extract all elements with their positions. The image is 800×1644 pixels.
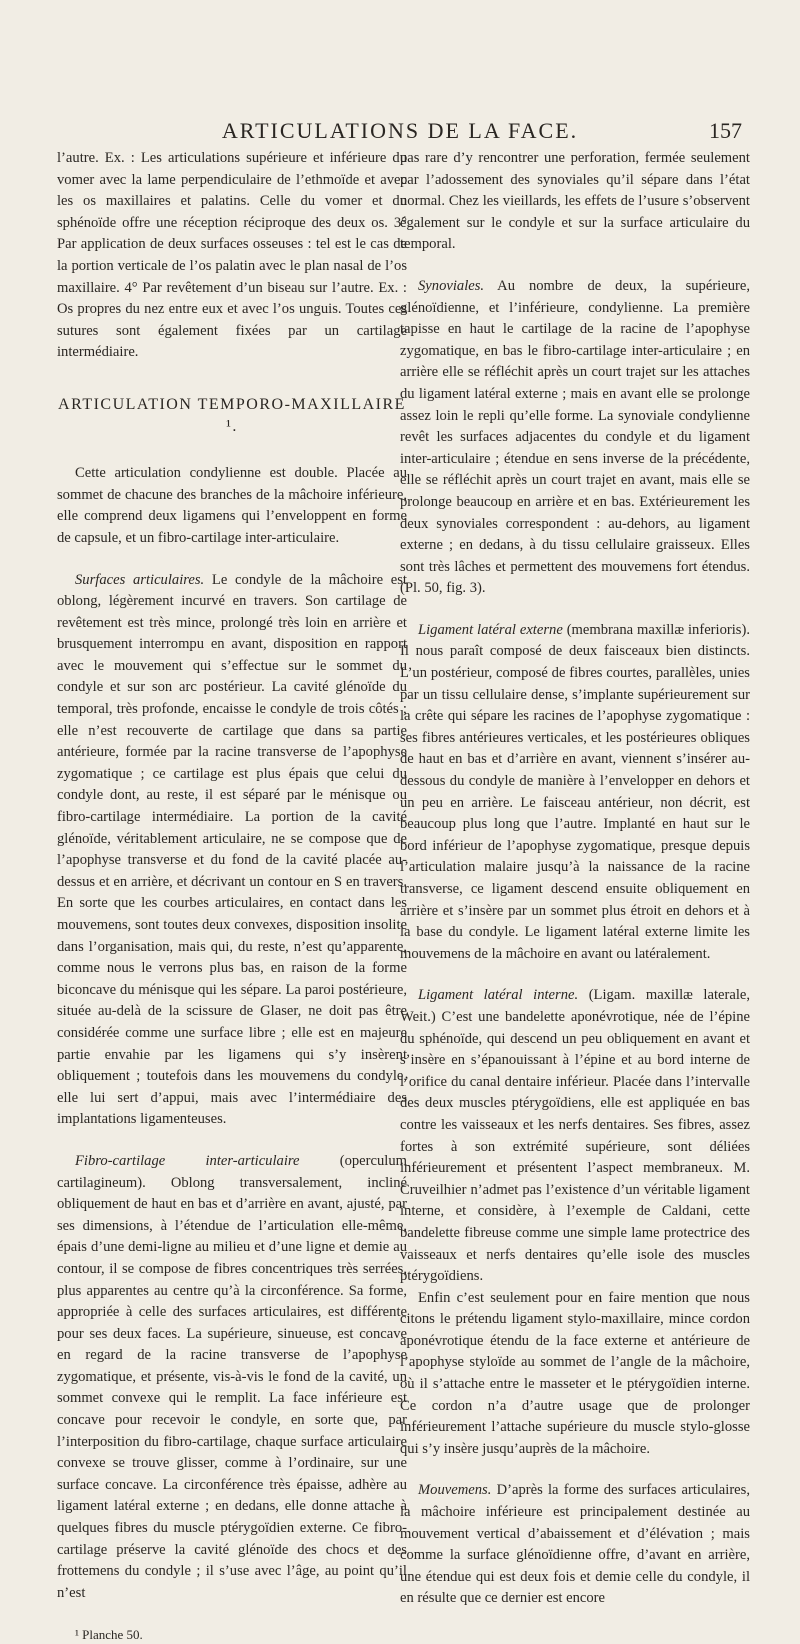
paragraph-mouvemens-text: D’après la forme des surfaces articulaires, la mâchoire inférieure est principalement destinée au mouvement vertical d’abaissement et d’élévation ; mais comme la surface glénoïdienne offre, d’avant en arrière, une étendue qui est deux fois et demie celle du condyle, il en résulte que ce dernier est encore [400, 1482, 750, 1607]
right-column [400, 148, 750, 1610]
subheading-ligament-interne: Ligament latéral interne. [418, 987, 579, 1004]
paragraph-ligament-externe-text: Il nous paraît composé de deux faisceaux bien distincts. L’un postérieur, composé de fibres courtes, parallèles, unies par un tissu cellulaire dense, s’implante supérieurement sur la crête qui sépare les racines de l’apophyse zygomatique : ses fibres antérieures verticales, et les postérieures obliques de haut en bas et d’arrière en avant, viennent s’insérer au-dessous du condyle de manière à l’envelopper en dehors et un peu en arrière. Le faisceau antérieur, non décrit, est beaucoup plus long que l’autre. Implanté en haut sur le bord inférieur de l’apophyse zygomatique, presque depuis l’articulation malaire jusqu’à la naissance de la racine transverse, ce ligament descend ensuite obliquement en arrière et s’insère par un sommet plus étroit en dehors et à la base du condyle. Le ligament latéral externe limite les mouvemens de la mâchoire en avant ou latéralement. [400, 643, 750, 962]
paragraph-ligament-interne [400, 985, 750, 1287]
paragraph-fibro-cartilage-text: Oblong transversalement, incliné obliquement de haut en bas et d’arrière en avant, ajusté, par ses dimensions, à l’étendue de l’articulation elle-même, épais d’une demi-ligne au milieu et d’une ligne et demie au contour, il se compose de fibres concentriques très serrées, plus apparentes au centre qu’à la circonférence. Sa forme, appropriée à celle des surfaces articulaires, est différente pour ses deux faces. La supérieure, sinueuse, est concave en regard de la racine transverse de l’apophyse zygomatique, et présente, vis-à-vis le fond de la cavité, un sommet convexe qui le remplit. La face inférieure est concave pour recevoir le condyle, en sorte que, par l’interposition du fibro-cartilage, chaque surface articulaire convexe se trouve glisser, comme à l’ordinaire, sur une surface concave. La circonférence très épaisse, adhère au ligament latéral externe ; en dedans, elle donne attache à quelques fibres du muscle ptérygoïdien externe. Ce fibro-cartilage préserve la cavité glénoïde des chocs et des frottemens du condyle ; il s’use avec l’âge, au point qu’il n’est [57, 1174, 407, 1601]
paragraph-continuation: l’autre. Ex. : Les articulations supérieure et inférieure du vomer avec la lame perpendiculaire de l’ethmoïde et avec les os maxillaires et palatins. Celle du vomer et du sphénoïde offre une réception réciproque des deux os. 3° Par application de deux surfaces osseuses : tel est le cas de la portion verticale de l’os palatin avec le plan nasal de l’os maxillaire. 4° Par revêtement d’un biseau sur l’autre. Ex. : Os propres du nez entre eux et avec l’os unguis. Toutes ces sutures sont également fixées par un cartilage intermédiaire. [57, 150, 407, 361]
subheading-surfaces: Surfaces articulaires. [75, 571, 205, 588]
paragraph-mouvemens [400, 1480, 750, 1610]
section-title: ARTICULATION TEMPORO-MAXILLAIRE ¹. [58, 395, 406, 435]
footnote: ¹ Planche 50. [75, 1627, 143, 1643]
latin-name-externe: (membrana maxillæ inferioris). [562, 621, 750, 638]
paragraph-fibro-cartilage [57, 1151, 407, 1604]
running-title: ARTICULATIONS DE LA FACE. [221, 118, 579, 143]
paragraph-surfaces-text: Le condyle de la mâchoire est oblong, légèrement incurvé en travers. Son cartilage de revêtement est très mince, prolongé très loin en arrière et brusquement interrompu en avant, disposition en rapport avec le mouvement qui s’effectue sur le sommet du condyle et sur son arc postérieur. La cavité glénoïde du temporal, très profonde, encaisse le condyle de trois côtés ; elle n’est recouverte de cartilage que dans sa partie antérieure, formée par la racine transverse de l’apophyse zygomatique ; ce cartilage est plus épais que celui du condyle dont, au reste, il est séparé par le ménisque ou fibro-cartilage intermédiaire. La portion de la cavité glénoïde, véritablement articulaire, ne se compose que de l’apophyse transverse et du fond de la cavité placée au-dessus et en arrière, et décrivant un contour en S en travers. En sorte que les courbes articulaires, en contact dans les mouvemens, sont toutes deux convexes, disposition insolite dans l’organisation, mais qui, du reste, n’est qu’apparente, comme nous le verrons plus bas, en raison de la forme biconcave du ménisque qui les sépare. La paroi postérieure, située au-delà de la scissure de Glaser, ne doit pas être considérée comme une surface libre ; elle est en majeure partie envahie par les ligamens qui s’y insèrent obliquement ; toutefois dans les mouvemens du condyle, elle lui sert d’appui, mais avec l’intermédiaire des implantations ligamenteuses. [57, 571, 407, 1128]
subheading-synoviales: Synoviales. [418, 277, 485, 294]
latin-name-interne: (Ligam. maxillæ laterale, Weit.) [400, 987, 750, 1025]
paragraph-synoviales-text: Au nombre de deux, la supérieure, glénoïdienne, et l’inférieure, condylienne. La première tapisse en haut le cartilage de la racine de l’apophyse zygomatique, en bas le fibro-cartilage inter-articulaire ; en arrière elle se réfléchit après un court trajet sur les attaches du ligament latéral externe ; mais en avant elle se prolonge assez loin le repli qu’elle forme. La synoviale condylienne revêt les surfaces adjacentes du condyle et du ligament inter-articulaire ; étendue en sens inverse de la précédente, elle se réfléchit après un court trajet en avant, mais elle se prolonge beaucoup en arrière et en bas. Extérieurement les deux synoviales correspondent : au-dehors, au ligament externe ; en dedans, à du tissu cellulaire graisseux. Elles sont très lâches et permettent des mouvemens fort étendus. (Pl. 50, fig. 3). [400, 277, 750, 597]
paragraph-intro-text: Cette articulation condylienne est double. Placée au sommet de chacune des branches de la mâchoire inférieure, elle comprend deux ligamens qui l’enveloppent en forme de capsule, et un fibro-cartilage inter-articulaire. [57, 465, 407, 546]
latin-name: (operculum cartilagineum). [57, 1152, 407, 1191]
page-header [0, 118, 800, 144]
subheading-ligament-externe: Ligament latéral externe [418, 621, 563, 638]
paragraph-surfaces [57, 570, 407, 1131]
page-number: 157 [709, 118, 742, 143]
subheading-fibro-cartilage: Fibro-cartilage inter-articulaire [75, 1152, 300, 1169]
paragraph-ligament-externe [400, 620, 750, 966]
subheading-mouvemens: Mouvemens. [418, 1482, 492, 1499]
left-column [57, 148, 407, 1644]
paragraph-stylo-maxillaire: Enfin c’est seulement pour en faire mention que nous citons le prétendu ligament stylo-maxillaire, mince cordon aponévrotique étendu de la face externe et antérieure de l’apophyse styloïde au sommet de l’angle de la mâchoire, où il s’attache entre le masseter et le ptérygoïdien interne. Ce cordon n’a d’autre usage que de prolonger inférieurement l’attache supérieure du muscle stylo-glosse qui s’y insère jusqu’auprès de la mâchoire. [400, 1289, 750, 1457]
paragraph-synoviales [400, 276, 750, 600]
paragraph-continuation-right: pas rare d’y rencontrer une perforation, fermée seulement par l’adossement des synoviales qu’il sépare dans l’état normal. Chez les vieillards, les effets de l’usure s’observent également sur le condyle et sur la surface articulaire du temporal. [400, 150, 750, 253]
paragraph-ligament-interne-text: C’est une bandelette aponévrotique, née de l’épine du sphénoïde, qui descend un peu obliquement en avant et s’insère en s’épanouissant à l’épine et au bord interne de l’orifice du canal dentaire inférieur. Placée dans l’intervalle des deux muscles ptérygoïdiens, elle est appliquée en bas contre les vaisseaux et les nerfs dentaires. Ses fibres, assez fortes à son extrémité supérieure, sont déliées inférieurement et présentent l’aspect membraneux. M. Cruveilhier n’admet pas l’existence d’un véritable ligament interne, et considère, à l’exemple de Caldani, cette bandelette fibreuse comme une simple lame protectrice des vaisseaux et nerfs dentaires qu’elle isole des muscles ptérygoïdiens. [400, 1008, 750, 1285]
paragraph-intro [57, 463, 407, 549]
